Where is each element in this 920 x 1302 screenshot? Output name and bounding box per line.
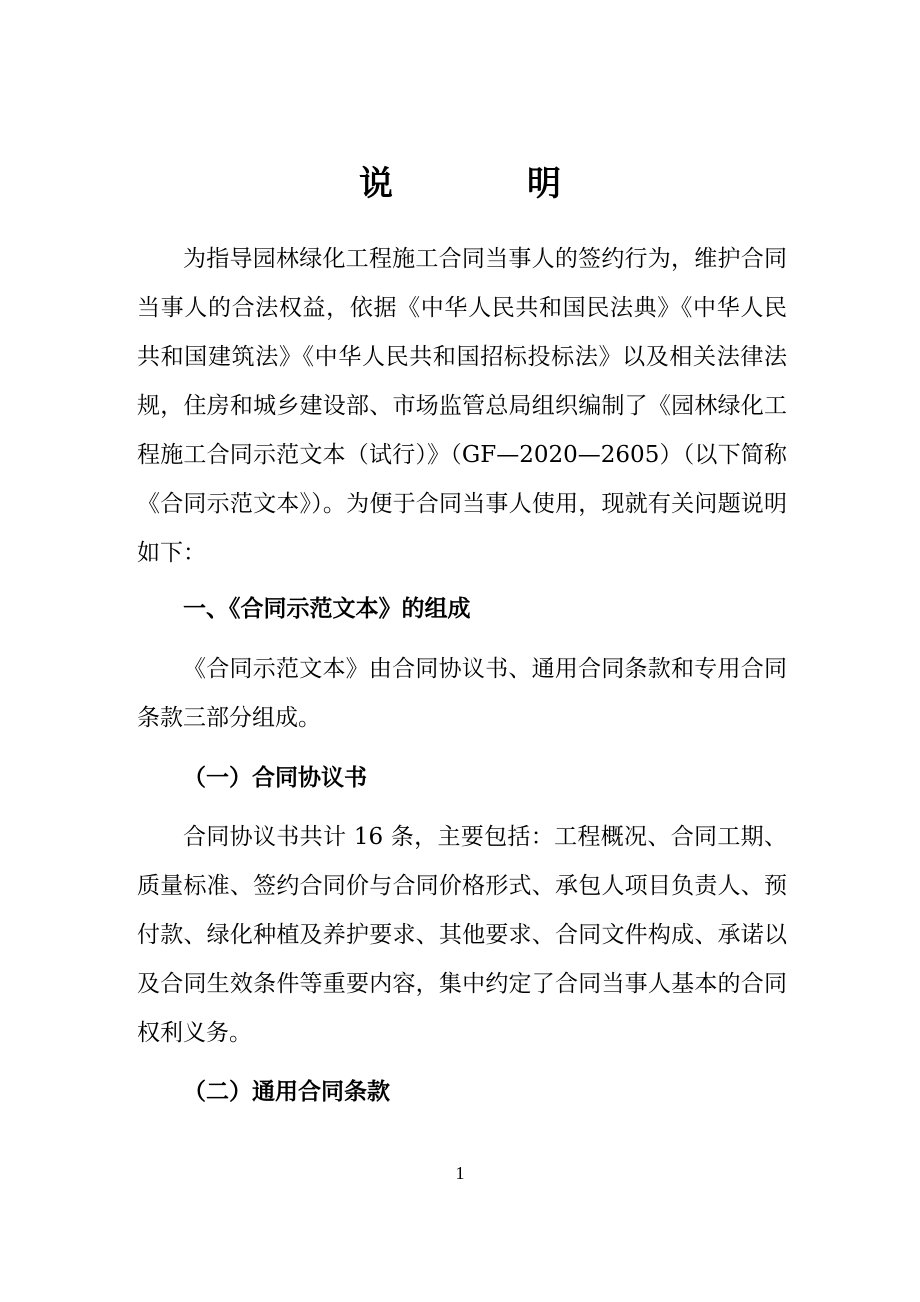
subsection-heading-general-terms: （二）通用合同条款 [183, 1078, 390, 1105]
section-heading-composition: 一、《合同示范文本》的组成 [183, 596, 471, 622]
agreement-paragraph: 合同协议书共计 16 条，主要包括：工程概况、合同工期、质量标准、签约合同价与合同价格形式、承包人项目负责人、预付款、绿化种植及养护要求、其他要求、合同文件构成、承诺以及合同生效条件等重要内容，集中约定了合同当事人基本的合同权利义务。 [137, 824, 787, 1046]
intro-paragraph: 为指导园林绿化工程施工合同当事人的签约行为，维护合同当事人的合法权益，依据《中华人民共和国民法典》《中华人民共和国建筑法》《中华人民共和国招标投标法》以及相关法律法规，住房和城乡建设部、市场监管总局组织编制了《园林绿化工程施工合同示范文本（试行）》（GF—2020—2605）（以下简称《合同示范文本》）。为便于合同当事人使用，现就有关问题说明如下： [137, 246, 787, 566]
page-title: 说 明 [359, 164, 611, 204]
page-number: 1 [455, 1163, 465, 1183]
composition-paragraph: 《合同示范文本》由合同协议书、通用合同条款和专用合同条款三部分组成。 [137, 656, 787, 731]
subsection-heading-agreement: （一）合同协议书 [183, 764, 367, 791]
